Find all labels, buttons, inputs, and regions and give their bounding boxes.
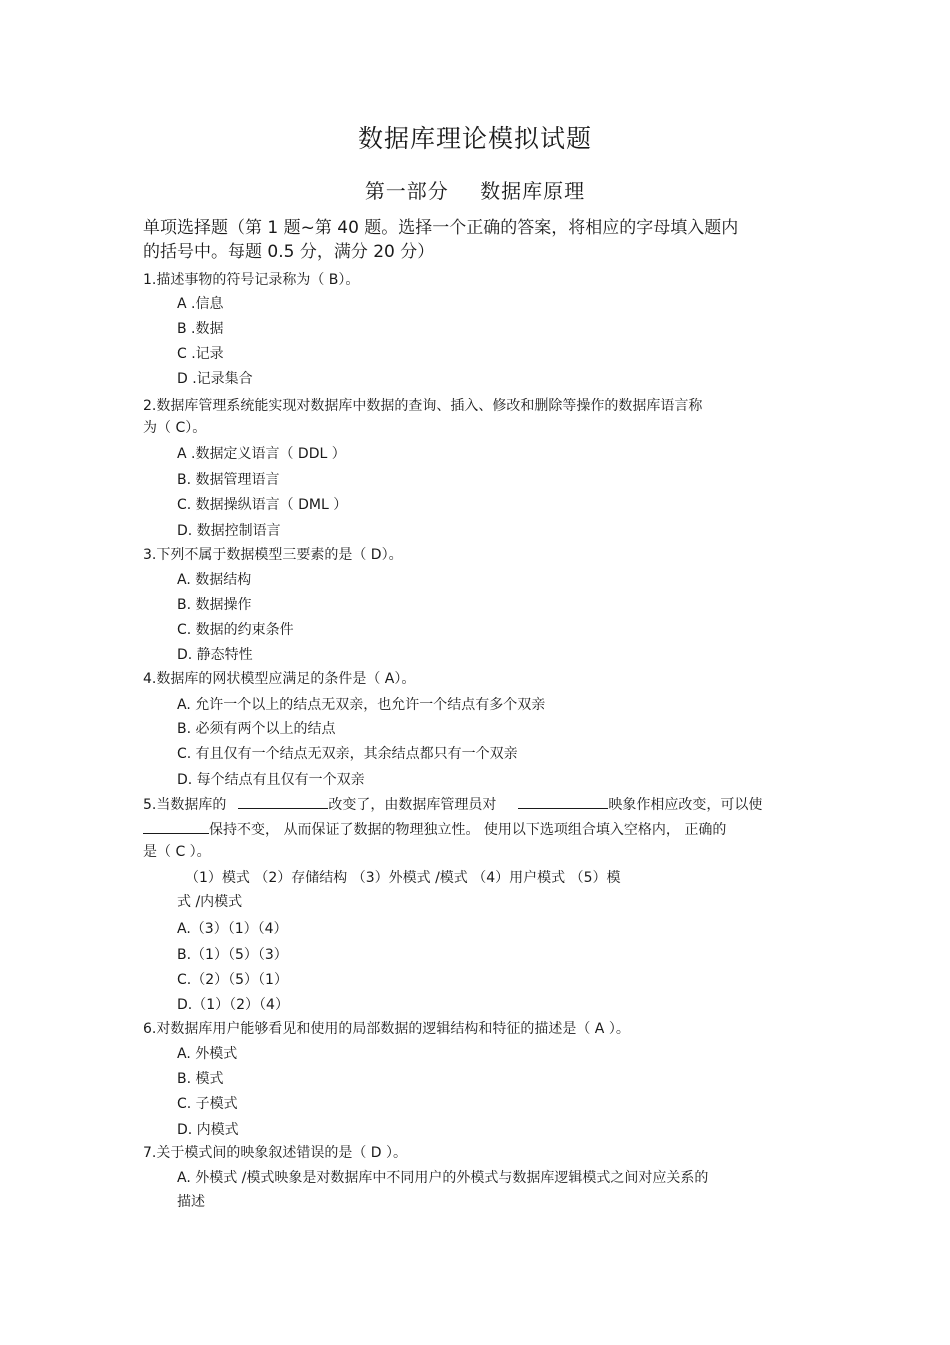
question-6-stem: 6.对数据库用户能够看见和使用的局部数据的逻辑结构和特征的描述是（ A ）。 <box>143 1021 630 1037</box>
question-4-option-d: D. 每个结点有且仅有一个双亲 <box>177 772 365 788</box>
question-2-stem-line-1: 2.数据库管理系统能实现对数据库中数据的查询、插入、修改和删除等操作的数据库语言称 <box>143 398 703 414</box>
question-6-option-d: D. 内模式 <box>177 1122 239 1138</box>
question-2-option-b: B. 数据管理语言 <box>177 472 280 488</box>
question-7-option-a-line-2: 描述 <box>177 1194 205 1210</box>
question-3-option-b: B. 数据操作 <box>177 597 252 613</box>
question-2-option-d: D. 数据控制语言 <box>177 523 281 539</box>
instructions-line-2: 的括号中。每题 0.5 分，满分 20 分） <box>143 242 435 262</box>
question-3-option-a: A. 数据结构 <box>177 572 252 588</box>
question-1-stem: 1.描述事物的符号记录称为（ B）。 <box>143 272 360 288</box>
question-5-option-d: D.（1）（2）（4） <box>177 997 289 1013</box>
question-1-option-d: D .记录集合 <box>177 371 253 387</box>
fill-blank-1 <box>238 794 328 809</box>
question-5-stem-line-1 <box>143 794 762 815</box>
question-2-option-a: A .数据定义语言（ DDL ） <box>177 446 346 462</box>
question-5-choices-line-1: （1）模式 （2）存储结构 （3）外模式 /模式 （4）用户模式 （5）模 <box>185 870 621 886</box>
instructions <box>143 216 803 264</box>
question-5-text-d: 保持不变， 从而保证了数据的物理独立性。 使用以下选项组合填入空格内， 正确的 <box>209 822 727 838</box>
question-1-option-a: A .信息 <box>177 296 224 312</box>
question-1-option-c: C .记录 <box>177 346 224 362</box>
question-1-option-b: B .数据 <box>177 321 224 337</box>
question-5-option-a: A.（3）（1）（4） <box>177 921 288 937</box>
question-5-choices-line-2: 式 /内模式 <box>177 894 243 910</box>
question-5-text-c: 映象作相应改变，可以使 <box>608 797 763 813</box>
question-5-option-c: C.（2）（5）（1） <box>177 972 288 988</box>
question-5-text-a: 5.当数据库的 <box>143 797 227 813</box>
question-7-option-a-line-1: A. 外模式 /模式映象是对数据库中不同用户的外模式与数据库逻辑模式之间对应关系的 <box>177 1170 709 1186</box>
page-title: 数据库理论模拟试题 <box>357 124 592 153</box>
question-4-option-c: C. 有且仅有一个结点无双亲，其余结点都只有一个双亲 <box>177 746 518 762</box>
question-3-option-d: D. 静态特性 <box>177 647 253 663</box>
question-5-option-b: B.（1）（5）（3） <box>177 947 288 963</box>
question-6-option-b: B. 模式 <box>177 1071 224 1087</box>
question-7-stem: 7.关于模式间的映象叙述错误的是（ D ）。 <box>143 1145 408 1161</box>
fill-blank-3 <box>143 819 209 834</box>
section-subtitle: 第一部分 数据库原理 <box>364 179 586 203</box>
question-3-option-c: C. 数据的约束条件 <box>177 622 294 638</box>
instructions-line-1: 单项选择题（第 1 题~第 40 题。选择一个正确的答案，将相应的字母填入题内 <box>143 218 739 238</box>
question-4-option-b: B. 必须有两个以上的结点 <box>177 721 336 737</box>
question-5-text-b: 改变了，由数据库管理员对 <box>328 797 497 813</box>
fill-blank-2 <box>518 794 608 809</box>
question-5-stem-line-2 <box>143 819 726 840</box>
question-6-option-a: A. 外模式 <box>177 1046 238 1062</box>
question-6-option-c: C. 子模式 <box>177 1096 238 1112</box>
question-5-stem-line-3: 是（ C ）。 <box>143 844 211 860</box>
question-2-stem-line-2: 为（ C）。 <box>143 420 207 436</box>
question-4-stem: 4.数据库的网状模型应满足的条件是（ A）。 <box>143 671 416 687</box>
question-4-option-a: A. 允许一个以上的结点无双亲，也允许一个结点有多个双亲 <box>177 697 546 713</box>
question-3-stem: 3.下列不属于数据模型三要素的是（ D）。 <box>143 547 403 563</box>
question-2-option-c: C. 数据操纵语言（ DML ） <box>177 497 348 513</box>
